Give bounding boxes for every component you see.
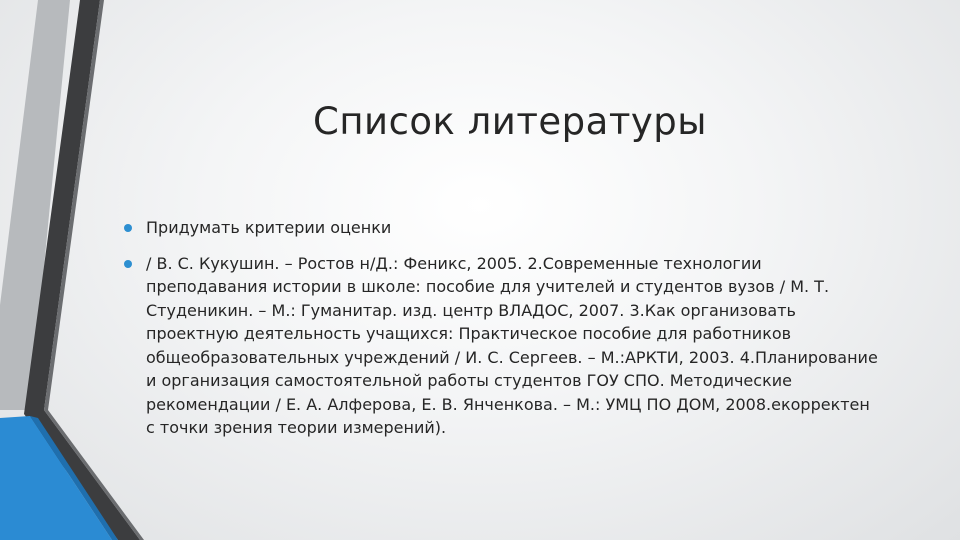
bullet-item <box>120 216 880 240</box>
bullet-list <box>120 216 880 452</box>
bullet-text: / В. С. Кукушин. – Ростов н/Д.: Феникс, 2005. 2.Современные технологии преподавания истории в школе: пособие для учителей и студентов вузов / М. Т. Студеникин. – М.: Гуманитар. изд. центр ВЛАДОС, 2007. 3.Как организовать проектную деятельность учащихся: Практическое пособие для работников общеобразовательных учреждений / И. С. Сергеев. – М.:АРКТИ, 2003. 4.Планирование и организация самостоятельной работы студентов ГОУ СПО. Методические рекомендации / Е. А. Алферова, Е. В. Янченкова. – М.: УМЦ ПО ДОМ, 2008.екорректен с точки зрения теории измерений). <box>146 253 878 437</box>
bullet-item <box>120 252 880 440</box>
bullet-dot-icon <box>124 224 132 232</box>
bullet-text: Придумать критерии оценки <box>146 218 392 237</box>
bullet-dot-icon <box>124 260 132 268</box>
slide-title: Список литературы <box>313 100 707 143</box>
